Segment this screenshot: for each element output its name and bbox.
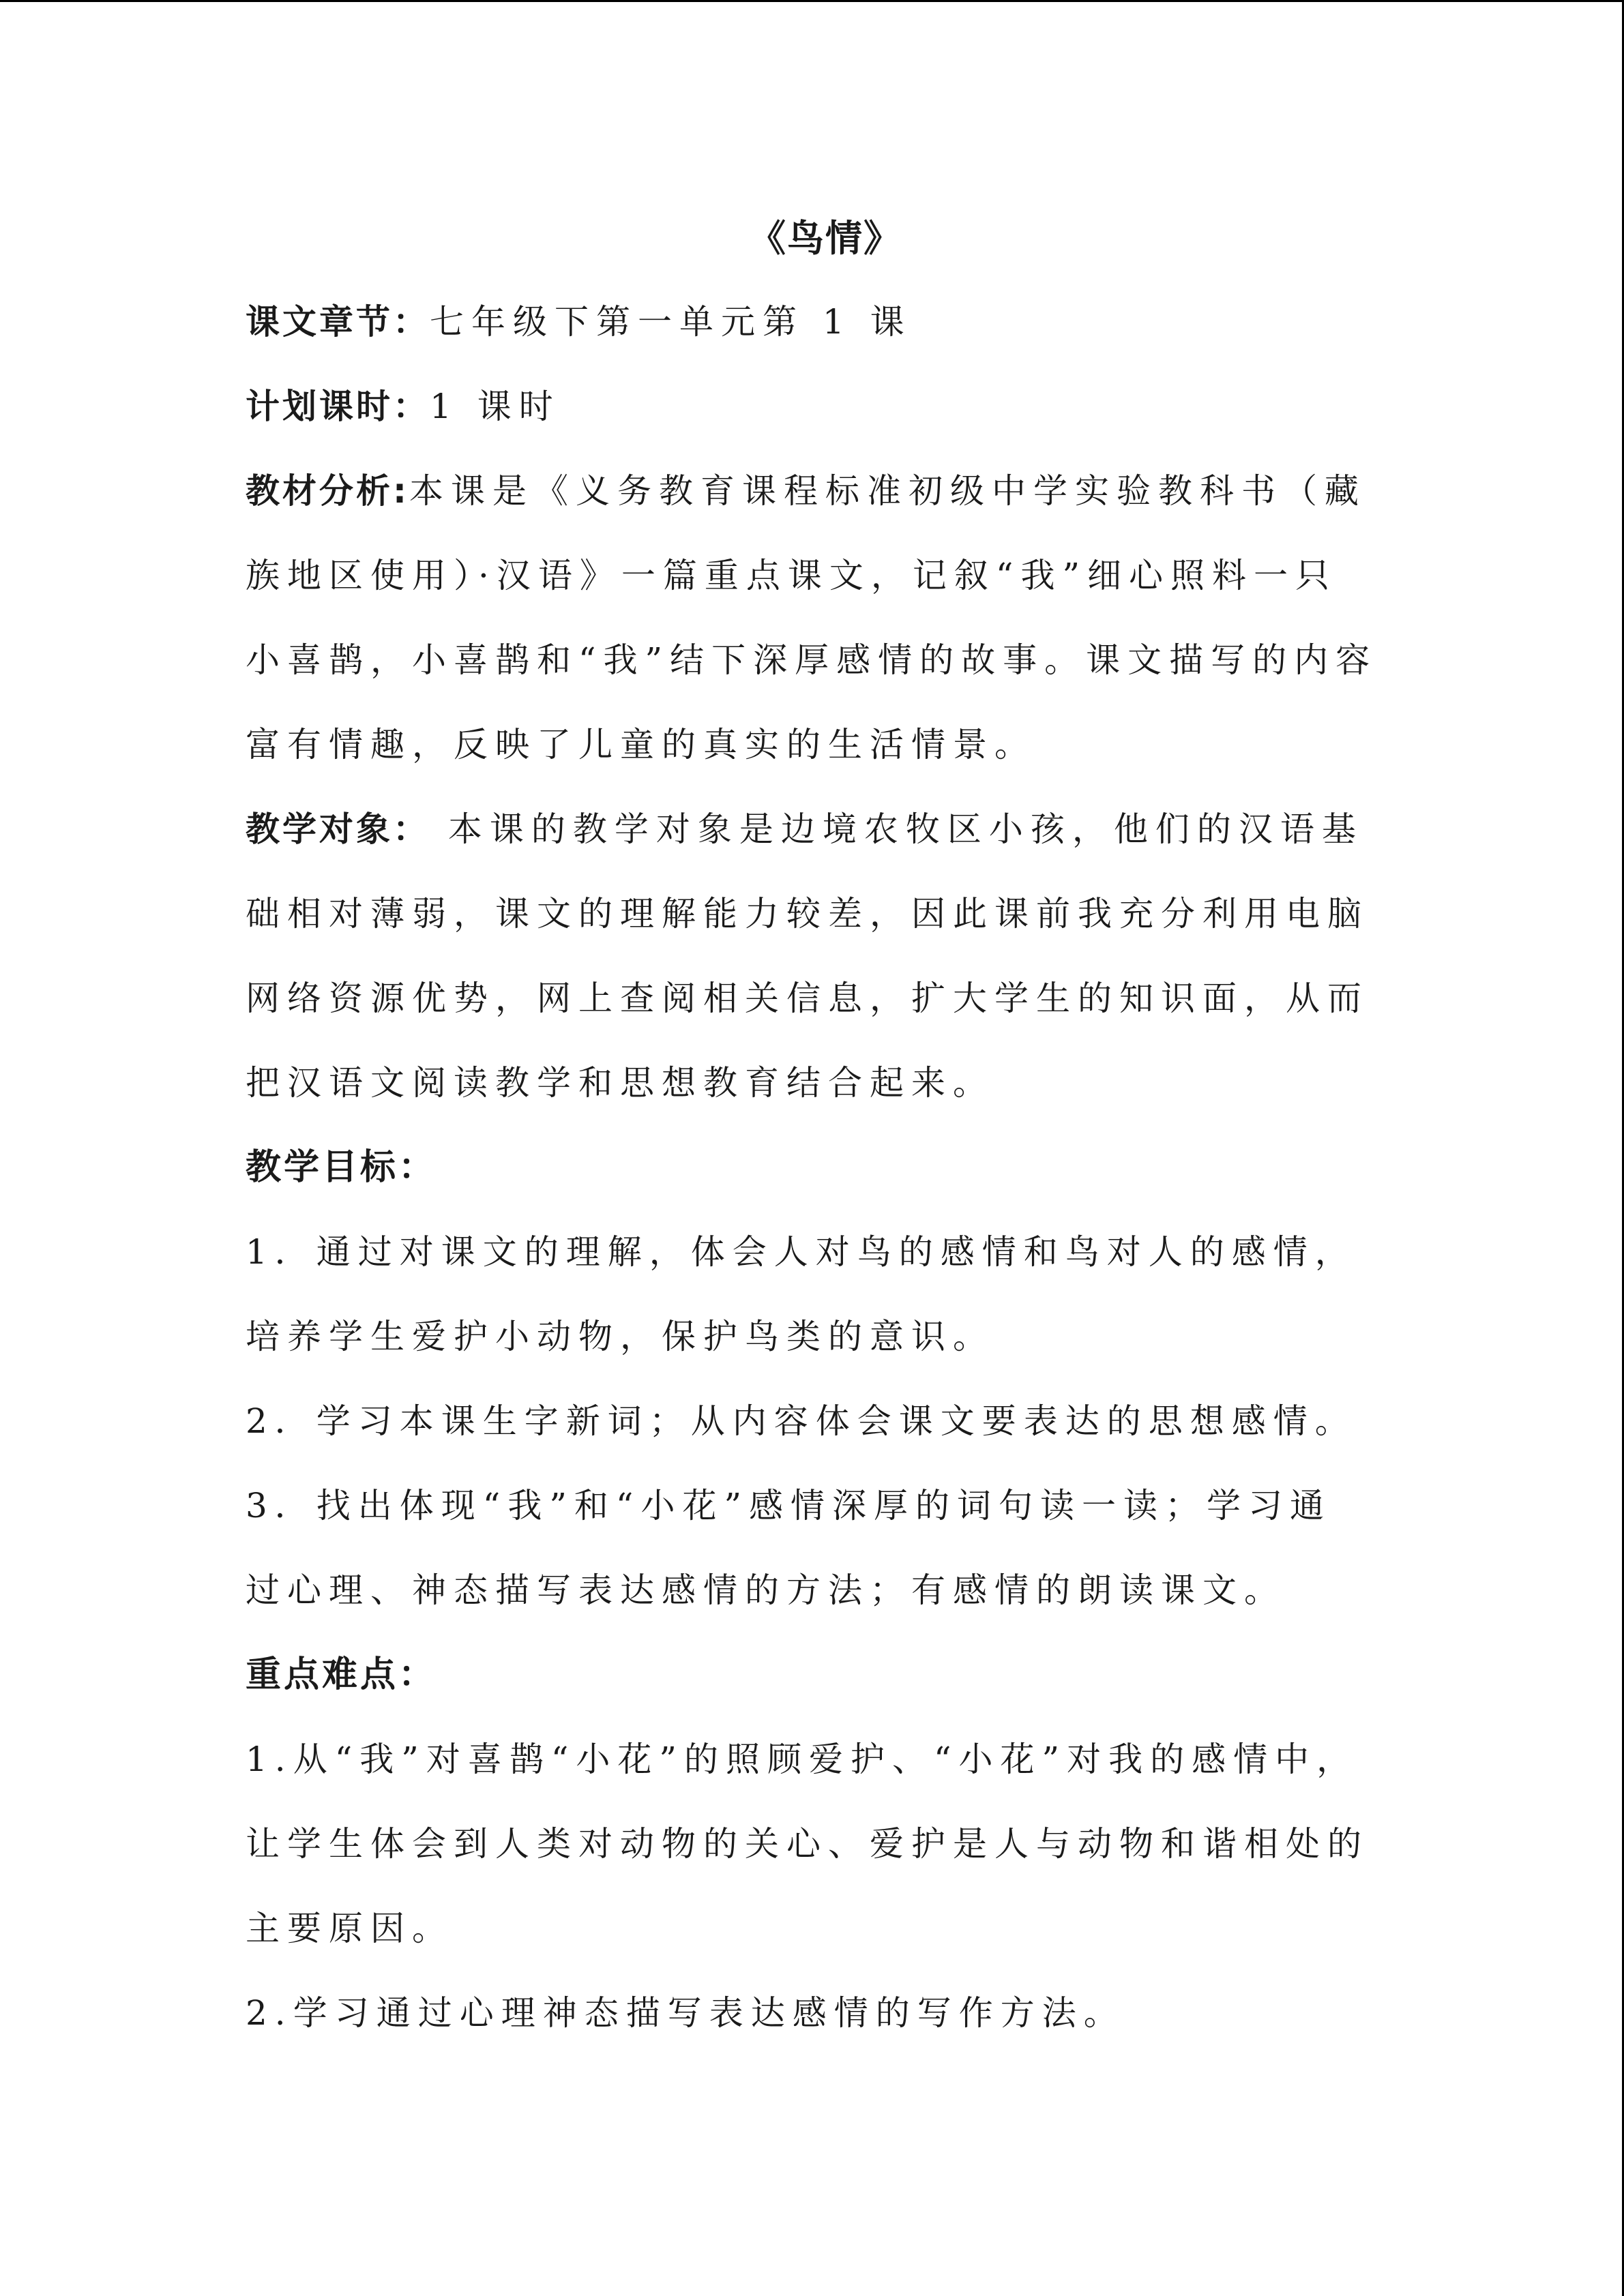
audience-text: 本课的教学对象是边境农牧区小孩，他们的汉语基础相对薄弱，课文的理解能力较差，因此课前我充分利用电脑网络资源优势，网上查阅相关信息，扩大学生的知识面，从而把汉语文阅读教学和思想教育结合起来。 [246, 809, 1369, 1103]
goals-heading: 教学目标： [246, 1147, 437, 1188]
analysis-text: 本课是《义务教育课程标准初级中学实验教科书（藏族地区使用）·汉语》一篇重点课文，记叙“我”细心照料一只小喜鹊，小喜鹊和“我”结下深厚感情的故事。课文描写的内容富有情趣，反映了儿童的真实的生活情景。 [246, 471, 1378, 764]
document-title: 《鸟情》 [749, 217, 902, 260]
analysis-paragraph [246, 449, 1378, 787]
chapter-line [246, 280, 1378, 364]
audience-paragraph [246, 787, 1378, 1125]
goal-item: 2．学习本课生字新词；从内容体会课文要表达的思想感情。 [246, 1401, 1357, 1441]
keypoint-item: 2.学习通过心理神态描写表达感情的写作方法。 [246, 1993, 1125, 2033]
analysis-label: 教材分析: [246, 471, 409, 511]
keypoints-heading: 重点难点： [246, 1654, 437, 1695]
hours-value: 1 课时 [430, 387, 561, 426]
hours-line [246, 364, 1378, 449]
document-body [246, 198, 1378, 2055]
audience-label: 教学对象： [246, 809, 430, 849]
chapter-value: 七年级下第一单元第 1 课 [430, 302, 912, 342]
chapter-label: 课文章节： [246, 302, 430, 342]
hours-label: 计划课时： [246, 387, 430, 426]
goal-item: 3．找出体现“我”和“小花”感情深厚的词句读一读；学习通 过心理、神态描写表达感情的方法；有感情的朗读课文。 [246, 1486, 1374, 1610]
keypoint-item: 1.从“我”对喜鹊“小花”的照顾爱护、“小花”对我的感情中，让学生体会到人类对动物的关心、爱护是人与动物和谐相处的主要原因。 [246, 1740, 1369, 1948]
goal-item: 1．通过对课文的理解，体会人对鸟的感情和鸟对人的感情，培养学生爱护小动物，保护鸟类的意识。 [246, 1232, 1357, 1356]
